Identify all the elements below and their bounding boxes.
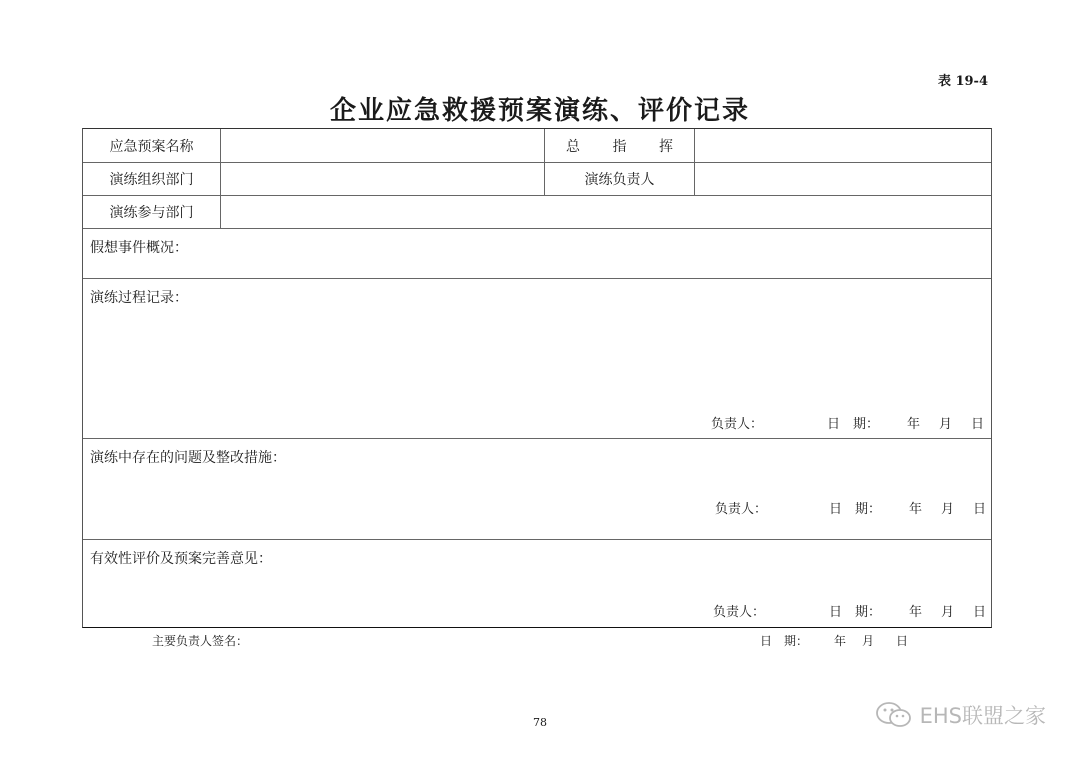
issues-sign-day: 日 [973, 502, 987, 517]
issues-section[interactable] [83, 439, 991, 540]
page-title: 企业应急救援预案演练、评价记录 [329, 96, 750, 126]
watermark-text: EHS联盟之家 [919, 704, 1046, 728]
issues-sign-person: 负责人： [715, 502, 768, 517]
evaluation-section[interactable] [83, 540, 991, 628]
footer-month-label: 月 [862, 634, 875, 648]
participant-dept-field[interactable] [221, 196, 991, 228]
evaluation-sign-month: 月 [941, 605, 955, 620]
issues-sign-date: 日 期： [829, 502, 882, 517]
wechat-icon [874, 700, 914, 730]
footer-year-label: 年 [834, 634, 847, 648]
evaluation-sign-date: 日 期： [829, 605, 882, 620]
drill-record-form [82, 128, 992, 628]
evaluation-sign-day: 日 [973, 605, 987, 620]
scenario-section[interactable] [83, 229, 991, 279]
issues-label: 演练中存在的问题及整改措施： [90, 450, 286, 466]
org-dept-field[interactable] [221, 163, 545, 195]
drill-lead-field[interactable] [695, 163, 991, 195]
process-sign-year: 年 [907, 417, 921, 432]
commander-field[interactable] [695, 129, 991, 162]
evaluation-label: 有效性评价及预案完善意见： [90, 551, 272, 567]
page-number: 78 [533, 716, 547, 729]
evaluation-sign-year: 年 [909, 605, 923, 620]
form-row-participants [83, 196, 991, 229]
process-sign-date: 日 期： [827, 417, 880, 432]
process-sign-person: 负责人： [711, 417, 764, 432]
watermark [874, 700, 1046, 730]
form-row-org-dept [83, 163, 991, 196]
issues-signline [715, 498, 986, 517]
process-sign-day: 日 [971, 417, 985, 432]
process-label: 演练过程记录： [90, 290, 188, 306]
footer-date-label: 日 期： [760, 634, 809, 648]
table-number: 表 19-4 [937, 74, 988, 89]
participant-dept-label: 演练参与部门 [83, 196, 221, 228]
issues-sign-year: 年 [909, 502, 923, 517]
issues-sign-month: 月 [941, 502, 955, 517]
plan-name-label: 应急预案名称 [83, 129, 221, 162]
drill-lead-label: 演练负责人 [545, 163, 695, 195]
evaluation-signline [713, 601, 986, 620]
org-dept-label: 演练组织部门 [83, 163, 221, 195]
process-section[interactable] [83, 279, 991, 439]
form-row-plan-name [83, 129, 991, 163]
evaluation-sign-person: 负责人： [713, 605, 766, 620]
principal-signature-label: 主要负责人签名： [152, 634, 249, 648]
footer-day-label: 日 [896, 634, 909, 648]
scenario-label: 假想事件概况： [90, 240, 188, 256]
process-sign-month: 月 [939, 417, 953, 432]
process-signline [711, 413, 984, 432]
plan-name-field[interactable] [221, 129, 545, 162]
commander-label: 总 指 挥 [545, 129, 695, 162]
